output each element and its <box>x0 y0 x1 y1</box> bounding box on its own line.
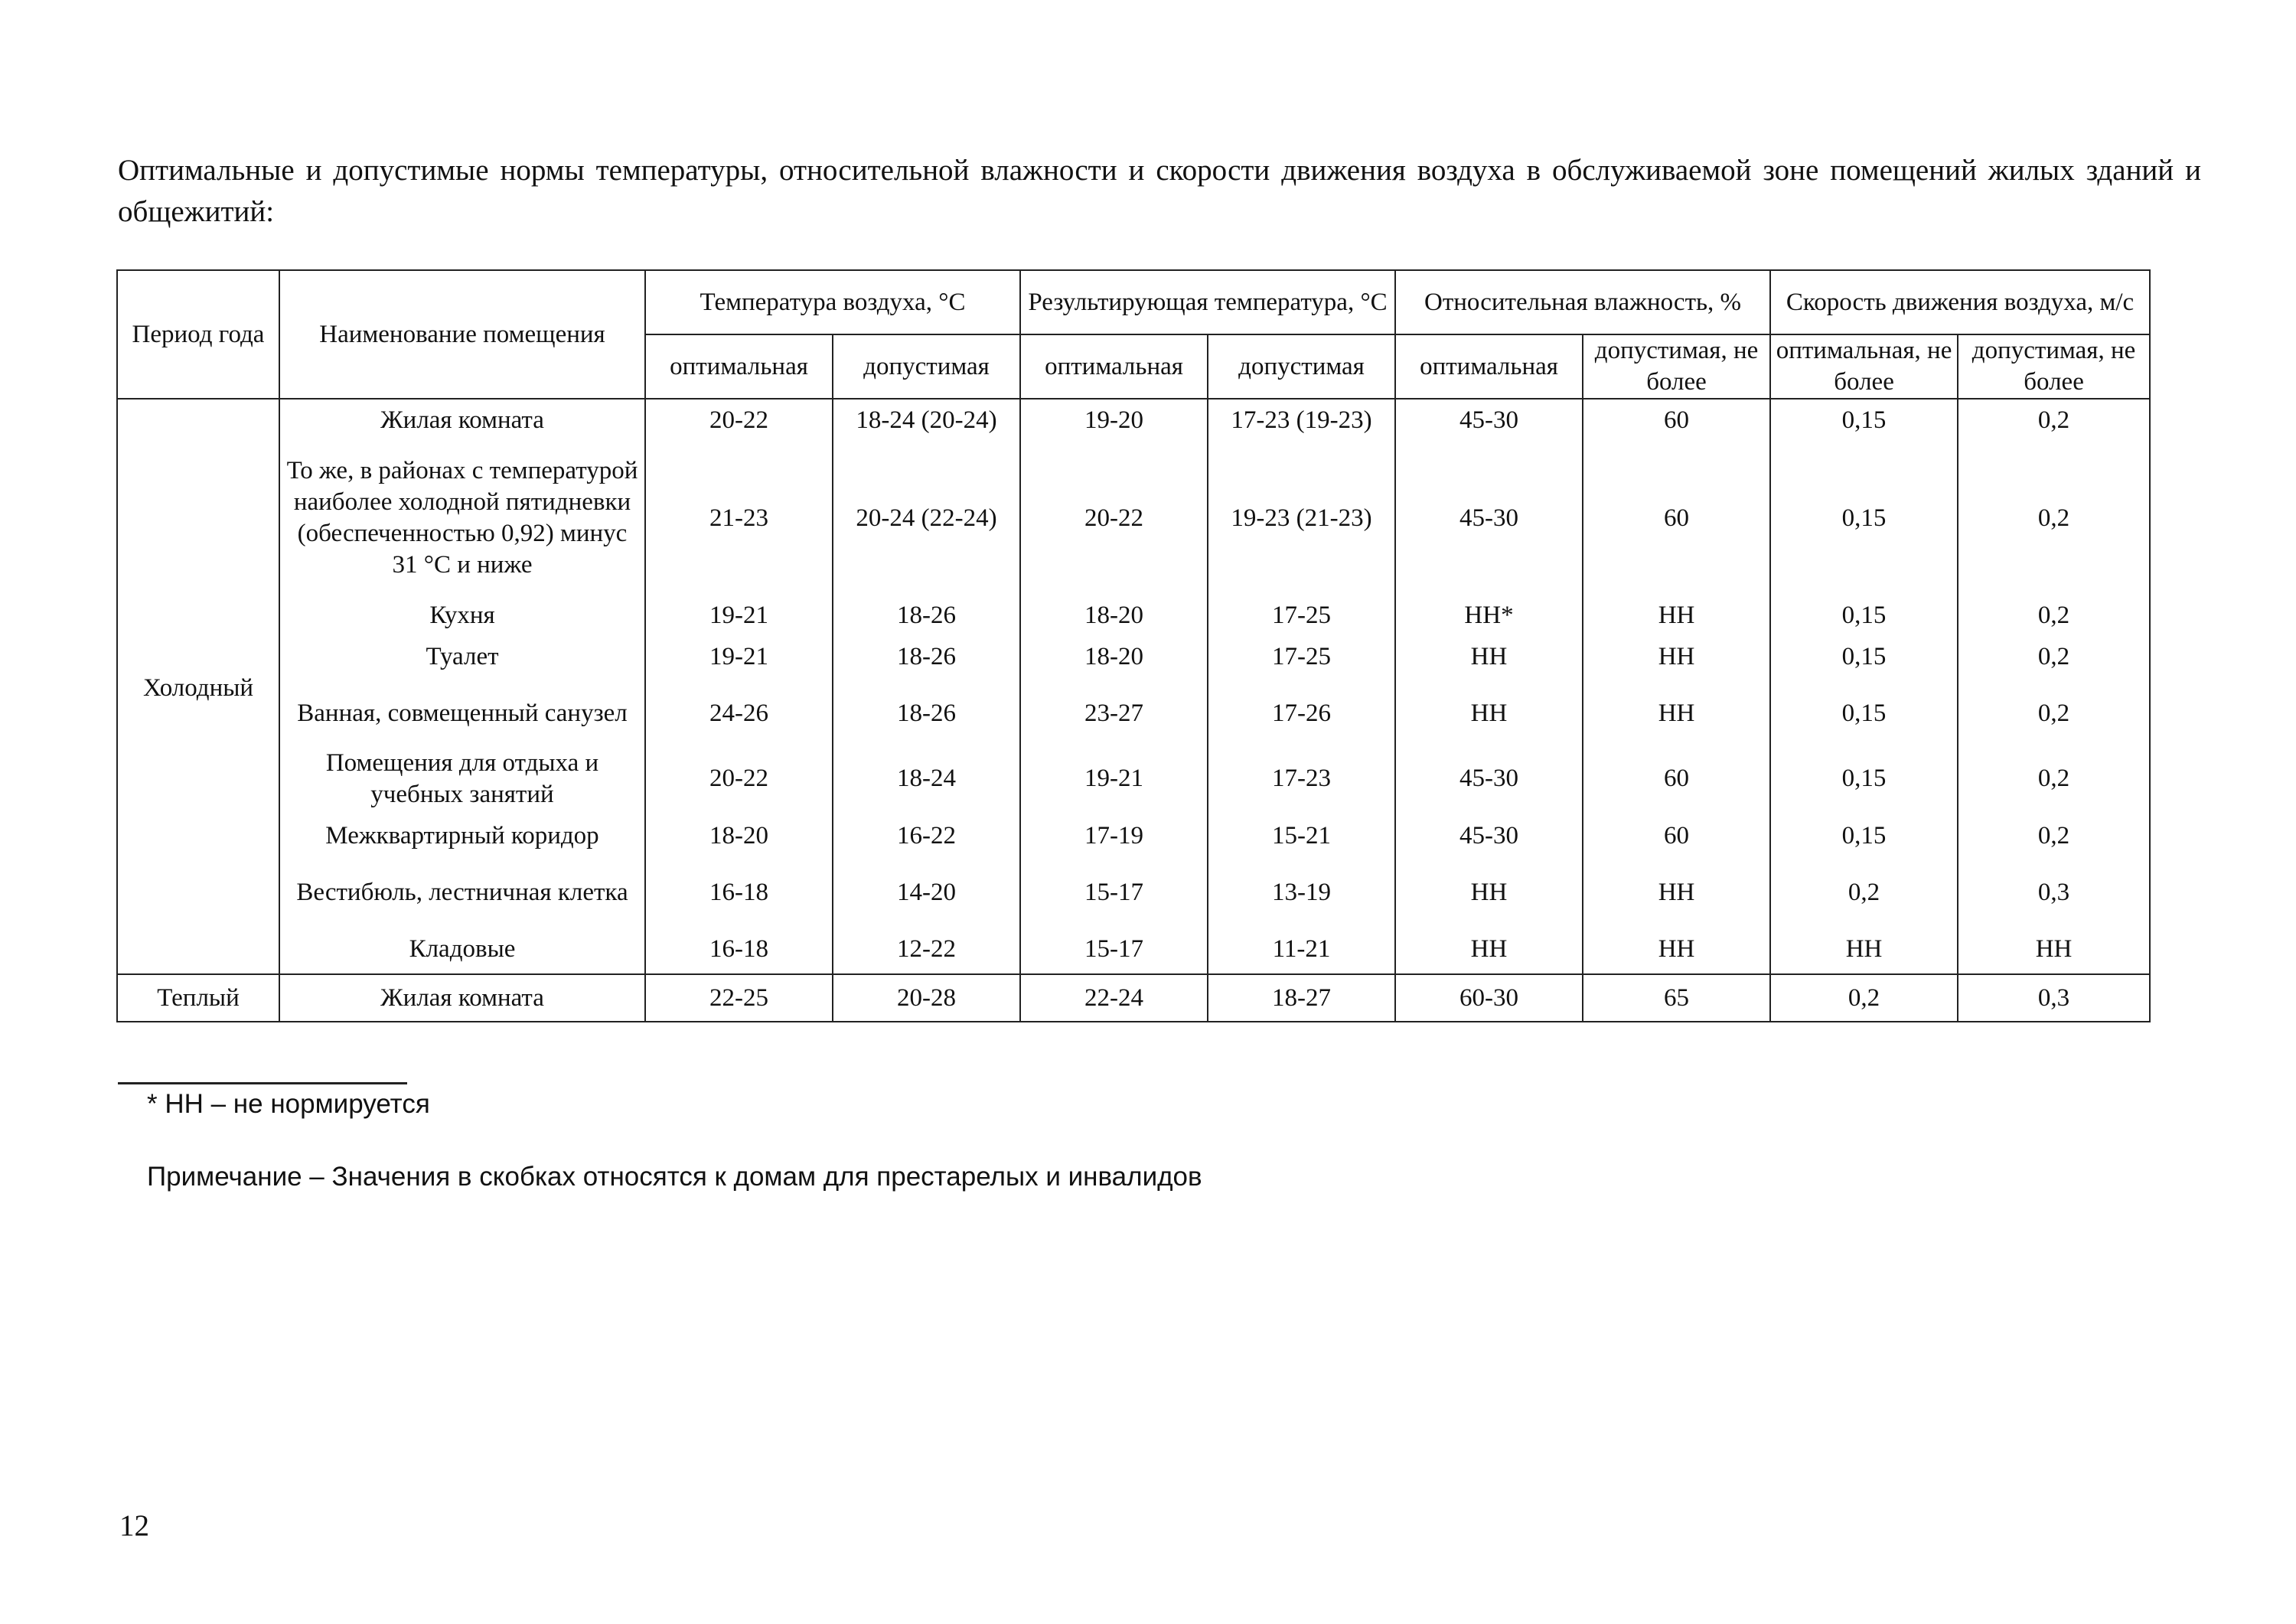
value-cell: 11-21 <box>1208 925 1395 974</box>
value-cell: 0,3 <box>1958 974 2150 1022</box>
room-name-cell: Жилая комната <box>279 399 645 439</box>
value-cell: 0,15 <box>1770 681 1958 746</box>
value-cell: 0,2 <box>1770 860 1958 925</box>
value-cell: 20-24 (22-24) <box>833 439 1020 598</box>
value-cell: НН <box>1395 925 1583 974</box>
room-name-cell: Вестибюль, лестничная клетка <box>279 860 645 925</box>
value-cell: 21-23 <box>645 439 833 598</box>
header-relative-humidity: Относительная влажность, % <box>1395 270 1770 334</box>
note: Примечание – Значения в скобках относятся к домам для престарелых и инвалидов <box>147 1162 1202 1192</box>
value-cell: 18-26 <box>833 633 1020 681</box>
table-row <box>117 811 2150 860</box>
table-row <box>117 925 2150 974</box>
value-cell: 18-26 <box>833 681 1020 746</box>
value-cell: 18-20 <box>1020 633 1208 681</box>
value-cell: 18-24 (20-24) <box>833 399 1020 439</box>
value-cell: 22-24 <box>1020 974 1208 1022</box>
intro-paragraph: Оптимальные и допустимые нормы температуры, относительной влажности и скорости движения воздуха в обслуживаемой зоне помещений жилых зданий и общежитий: <box>118 154 2201 228</box>
value-cell: 0,15 <box>1770 598 1958 633</box>
table-row <box>117 598 2150 633</box>
value-cell: 45-30 <box>1395 746 1583 811</box>
value-cell: 0,15 <box>1770 811 1958 860</box>
value-cell: НН <box>1583 633 1770 681</box>
subheader-result-temp-allowed: допустимая <box>1208 334 1395 399</box>
room-name-cell: Жилая комната <box>279 974 645 1022</box>
value-cell: 16-22 <box>833 811 1020 860</box>
value-cell: 0,2 <box>1958 811 2150 860</box>
value-cell: 0,2 <box>1770 974 1958 1022</box>
value-cell: 22-25 <box>645 974 833 1022</box>
table-row <box>117 746 2150 811</box>
value-cell: 60 <box>1583 439 1770 598</box>
footnote: * НН – не нормируется <box>147 1089 430 1119</box>
subheader-speed-allowed-max: допустимая, не более <box>1958 334 2150 399</box>
value-cell: 45-30 <box>1395 399 1583 439</box>
header-air-speed: Скорость движения воздуха, м/с <box>1770 270 2150 334</box>
value-cell: 17-19 <box>1020 811 1208 860</box>
value-cell: 18-27 <box>1208 974 1395 1022</box>
value-cell: 45-30 <box>1395 439 1583 598</box>
value-cell: 60 <box>1583 811 1770 860</box>
header-period: Период года <box>117 270 279 399</box>
value-cell: 60-30 <box>1395 974 1583 1022</box>
value-cell: НН <box>1395 681 1583 746</box>
value-cell: НН <box>1958 925 2150 974</box>
room-name-cell: Межквартирный коридор <box>279 811 645 860</box>
value-cell: 0,15 <box>1770 633 1958 681</box>
value-cell: 19-20 <box>1020 399 1208 439</box>
value-cell: НН <box>1583 860 1770 925</box>
value-cell: 17-25 <box>1208 633 1395 681</box>
value-cell: НН <box>1770 925 1958 974</box>
value-cell: 0,2 <box>1958 633 2150 681</box>
subheader-speed-optimal-max: оптимальная, не более <box>1770 334 1958 399</box>
value-cell: 15-17 <box>1020 860 1208 925</box>
value-cell: 19-21 <box>645 633 833 681</box>
season-cell: Теплый <box>117 974 279 1022</box>
table-row <box>117 860 2150 925</box>
value-cell: 15-17 <box>1020 925 1208 974</box>
value-cell: 17-26 <box>1208 681 1395 746</box>
subheader-humidity-allowed-max: допустимая, не более <box>1583 334 1770 399</box>
value-cell: 12-22 <box>833 925 1020 974</box>
header-room: Наименование помещения <box>279 270 645 399</box>
value-cell: 60 <box>1583 399 1770 439</box>
table-row <box>117 974 2150 1022</box>
header-resulting-temperature: Результирующая температура, °С <box>1020 270 1395 334</box>
value-cell: 0,2 <box>1958 598 2150 633</box>
page-number: 12 <box>119 1509 149 1542</box>
value-cell: 20-28 <box>833 974 1020 1022</box>
room-name-cell: Ванная, совмещенный санузел <box>279 681 645 746</box>
value-cell: 17-23 (19-23) <box>1208 399 1395 439</box>
value-cell: 19-23 (21-23) <box>1208 439 1395 598</box>
value-cell: 0,15 <box>1770 439 1958 598</box>
value-cell: 0,15 <box>1770 746 1958 811</box>
value-cell: 17-23 <box>1208 746 1395 811</box>
room-name-cell: Туалет <box>279 633 645 681</box>
value-cell: 65 <box>1583 974 1770 1022</box>
value-cell: 18-24 <box>833 746 1020 811</box>
value-cell: 0,2 <box>1958 439 2150 598</box>
value-cell: 60 <box>1583 746 1770 811</box>
subheader-air-temp-optimal: оптимальная <box>645 334 833 399</box>
value-cell: 15-21 <box>1208 811 1395 860</box>
value-cell: 45-30 <box>1395 811 1583 860</box>
subheader-air-temp-allowed: допустимая <box>833 334 1020 399</box>
value-cell: 18-26 <box>833 598 1020 633</box>
value-cell: 20-22 <box>645 399 833 439</box>
value-cell: НН* <box>1395 598 1583 633</box>
value-cell: 20-22 <box>645 746 833 811</box>
value-cell: 0,15 <box>1770 399 1958 439</box>
footnote-divider <box>118 1082 407 1084</box>
value-cell: 23-27 <box>1020 681 1208 746</box>
value-cell: 19-21 <box>645 598 833 633</box>
value-cell: 19-21 <box>1020 746 1208 811</box>
value-cell: НН <box>1395 633 1583 681</box>
table-row <box>117 681 2150 746</box>
value-cell: НН <box>1583 681 1770 746</box>
value-cell: 14-20 <box>833 860 1020 925</box>
value-cell: 24-26 <box>645 681 833 746</box>
room-name-cell: Кладовые <box>279 925 645 974</box>
value-cell: 16-18 <box>645 860 833 925</box>
value-cell: 0,2 <box>1958 681 2150 746</box>
table-body <box>117 399 2150 1022</box>
value-cell: НН <box>1583 598 1770 633</box>
room-name-cell: То же, в районах с температурой наиболее холодной пятидневки (обеспеченностью 0,92) минус 31 °С и ниже <box>279 439 645 598</box>
value-cell: 0,2 <box>1958 399 2150 439</box>
value-cell: 17-25 <box>1208 598 1395 633</box>
subheader-result-temp-optimal: оптимальная <box>1020 334 1208 399</box>
value-cell: 18-20 <box>1020 598 1208 633</box>
value-cell: НН <box>1583 925 1770 974</box>
header-air-temperature: Температура воздуха, °С <box>645 270 1020 334</box>
room-name-cell: Кухня <box>279 598 645 633</box>
season-cell: Холодный <box>117 399 279 974</box>
value-cell: 20-22 <box>1020 439 1208 598</box>
table-row <box>117 399 2150 439</box>
table-row <box>117 633 2150 681</box>
value-cell: 13-19 <box>1208 860 1395 925</box>
table-row <box>117 439 2150 598</box>
value-cell: 18-20 <box>645 811 833 860</box>
subheader-humidity-optimal: оптимальная <box>1395 334 1583 399</box>
norms-table <box>116 269 2151 1022</box>
value-cell: НН <box>1395 860 1583 925</box>
room-name-cell: Помещения для отдыха и учебных занятий <box>279 746 645 811</box>
value-cell: 16-18 <box>645 925 833 974</box>
value-cell: 0,3 <box>1958 860 2150 925</box>
value-cell: 0,2 <box>1958 746 2150 811</box>
